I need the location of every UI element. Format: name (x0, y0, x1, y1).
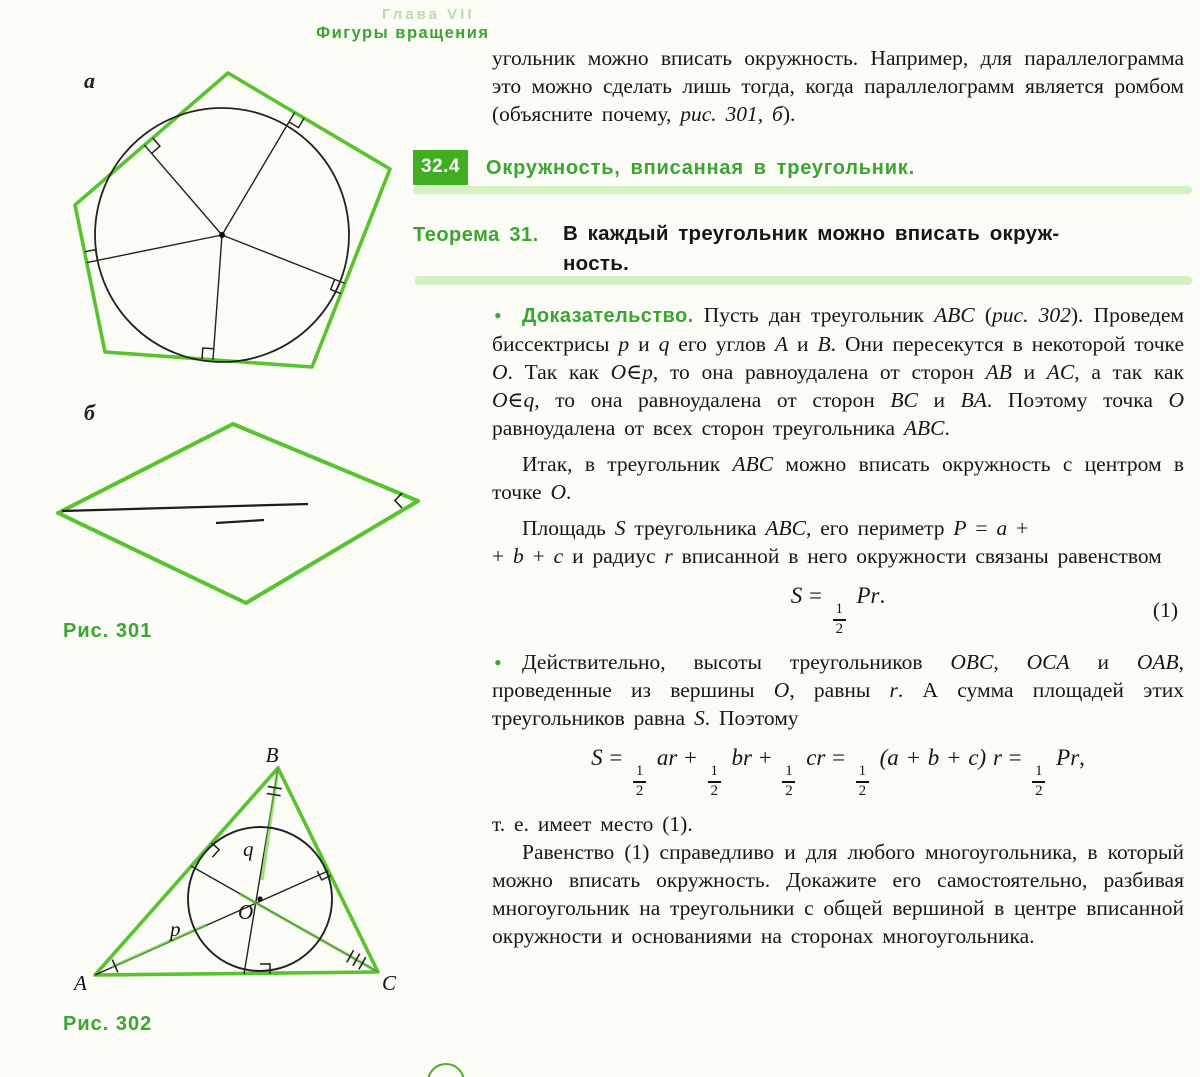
running-head-chapter: Глава VII (382, 6, 475, 23)
paragraph-itak: Итак, в треугольник ABC можно вписать окружность с центром в точке O. (492, 452, 1184, 504)
paragraph-deistvitelno: • Действительно, высоты треугольников OBC, OCA и OAB, проведенные из вершины O, равны r. А сумма площадей этих треугольников равна S. Поэтому (492, 650, 1185, 730)
formula-2-expression: S = $\frac{1}{2}$ ar + $\frac{1}{2}$ br + $\frac{1}{2}$ cr = $\frac{1}{2}$ (a + b + c) r = $\frac{1}{2}$ Pr, (591, 745, 1085, 800)
formula-2 (492, 744, 1184, 800)
page-number-badge (427, 1063, 465, 1077)
section-heading-32-4 (413, 150, 1184, 185)
incenter-point-O (257, 896, 262, 901)
vertex-label-C: C (382, 971, 397, 995)
theorem-label: Теорема 31. (413, 224, 539, 246)
running-head-title: Фигуры вращения (316, 24, 490, 42)
pentagon-outline (75, 73, 390, 367)
angle-mark-right-vertex (395, 493, 402, 508)
bisector-label-q: q (243, 837, 254, 861)
theorem-statement (563, 219, 1060, 279)
tangency-right-angle-marks (212, 843, 331, 974)
figure-301b-rhombus (40, 395, 440, 615)
paragraph-te: т. е. имеет место (1). (492, 812, 693, 836)
vertex-label-A: A (74, 971, 87, 995)
theorem-statement-line2: ность. (563, 252, 630, 275)
tangent-radius-lines (87, 113, 345, 360)
bullet-icon: • (494, 303, 502, 328)
theorem-31-block (413, 219, 1184, 279)
formula-1-expression: S = $\frac{1}{2}$ Pr. (790, 583, 886, 638)
circle-center-point (219, 232, 225, 238)
figure-301a-pentagon-inscribed-circle (40, 55, 440, 400)
rhombus-outline (58, 424, 418, 603)
formula-1 (492, 582, 1184, 638)
figure-301-caption: Рис. 301 (63, 620, 153, 642)
triangle-ABC (95, 768, 378, 975)
bullet-icon: • (494, 650, 502, 675)
paragraph-proof: • Доказательство. Пусть дан треугольник ABC (рис. 302). Проведем биссектрисы p и q его углов A и B. Они пересекутся в некоторой точке O. Так как O∈p, то она равноудалена от сторон AB и AC, а так как O∈q, то она равноудалена от сторон BC и BA. Поэтому точка O равноудалена от всех сторон треугольника ABC. (492, 303, 1185, 440)
figure-301a-label: а (84, 68, 95, 93)
figure-302-caption: Рис. 302 (63, 1013, 153, 1035)
paragraph-ploshchad: Площадь S треугольника ABC, его периметр P = a + + b + c и радиус r вписанной в него окружности связаны равенством (492, 516, 1162, 568)
text-column (413, 44, 1185, 950)
bisector-lines (95, 768, 378, 975)
section-title: Окружность, вписанная в треугольник. (485, 156, 915, 179)
rhombus-inner-lines (62, 504, 308, 523)
paragraph-intro-continuation: угольник можно вписать окружность. Например, для параллелограмма это можно сделать лишь тогда, когда параллелограмм является ромбом (объясните почему, рис. 301, б). (492, 46, 1184, 126)
figure-302-triangle-inscribed-circle (40, 745, 470, 1010)
paragraph-ravenstvo: Равенство (1) справедливо и для любого многоугольника, в который можно вписать окружность. Докажите его самостоятельно, разбивая многоугольник на треугольники с общей вершиной в центре вписанной окружности и основаниями на сторонах многоугольника. (492, 840, 1184, 948)
theorem-statement-line1: В каждый треугольник можно вписать окруж- (563, 222, 1060, 245)
bisector-label-p: p (170, 917, 181, 941)
bisector-green-overlays (112, 768, 378, 972)
figure-301b-label: б (84, 400, 95, 425)
vertex-label-B: B (265, 745, 279, 767)
section-number-badge: 32.4 (413, 150, 468, 185)
incenter-label-O: O (238, 900, 254, 924)
formula-1-number: (1) (1152, 598, 1178, 622)
